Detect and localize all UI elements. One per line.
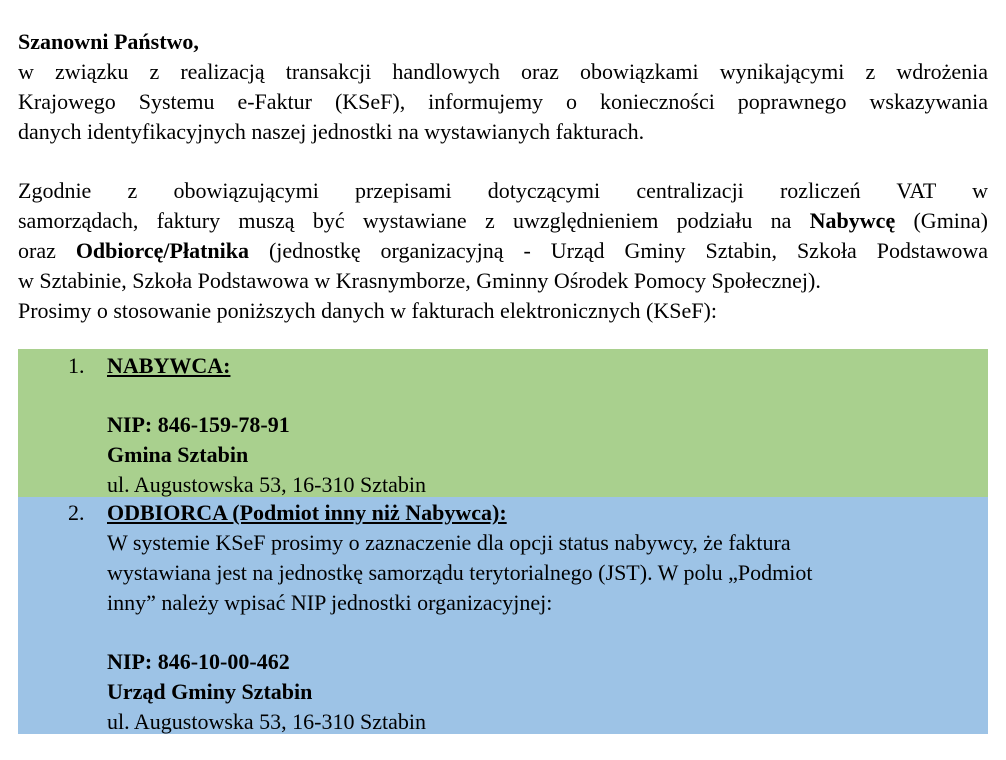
recipient-desc-line-3: inny” należy wpisać NIP jednostki organizacyjnej: xyxy=(107,590,553,615)
buyer-term: Nabywcę xyxy=(809,208,896,233)
recipient-term: Odbiorcę/Płatnika xyxy=(75,238,249,263)
paragraph2-line-5: Prosimy o stosowanie poniższych danych w fakturach elektronicznych (KSeF): xyxy=(18,298,717,323)
letter-body xyxy=(18,27,988,326)
buyer-name: Gmina Sztabin xyxy=(107,442,249,467)
buyer-box xyxy=(18,349,988,497)
recipient-desc-line-2: wystawiana jest na jednostkę samorządu terytorialnego (JST). W polu „Podmiot xyxy=(107,560,813,585)
list-number: 1. xyxy=(68,353,85,378)
recipient-name: Urząd Gminy Sztabin xyxy=(107,679,313,704)
recipient-heading: ODBIORCA (Podmiot inny niż Nabywca): xyxy=(107,500,507,525)
buyer-address: ul. Augustowska 53, 16-310 Sztabin xyxy=(107,472,426,497)
recipient-address: ul. Augustowska 53, 16-310 Sztabin xyxy=(107,709,426,734)
intro-line-3: danych identyfikacyjnych naszej jednostki na wystawianych fakturach. xyxy=(18,119,645,144)
recipient-nip: NIP: 846-10-00-462 xyxy=(107,649,290,674)
recipient-box xyxy=(18,497,988,734)
intro-line-2: Krajowego Systemu e-Faktur (KSeF), informujemy o konieczności poprawnego wskazywania xyxy=(18,89,988,114)
buyer-heading: NABYWCA: xyxy=(107,353,231,378)
intro-line-1: w związku z realizacją transakcji handlowych oraz obowiązkami wynikającymi z wdrożenia xyxy=(18,59,988,84)
paragraph2-line-4: w Sztabinie, Szkoła Podstawowa w Krasnymborze, Gminny Ośrodek Pomocy Społecznej). xyxy=(18,268,821,293)
recipient-desc-line-1: W systemie KSeF prosimy o zaznaczenie dla opcji status nabywcy, że faktura xyxy=(107,530,791,555)
paragraph2-line-2: samorządach, faktury muszą być wystawiane z uwzględnieniem podziału na Nabywcę (Gmina) xyxy=(18,208,989,233)
buyer-nip: NIP: 846-159-78-91 xyxy=(107,412,290,437)
paragraph2-line-1: Zgodnie z obowiązującymi przepisami dotyczącymi centralizacji rozliczeń VAT w xyxy=(18,178,988,203)
list-number: 2. xyxy=(68,500,85,525)
greeting: Szanowni Państwo, xyxy=(18,29,199,54)
paragraph2-line-3: oraz Odbiorcę/Płatnika (jednostkę organizacyjną - Urząd Gminy Sztabin, Szkoła Podstawowa xyxy=(18,238,988,263)
